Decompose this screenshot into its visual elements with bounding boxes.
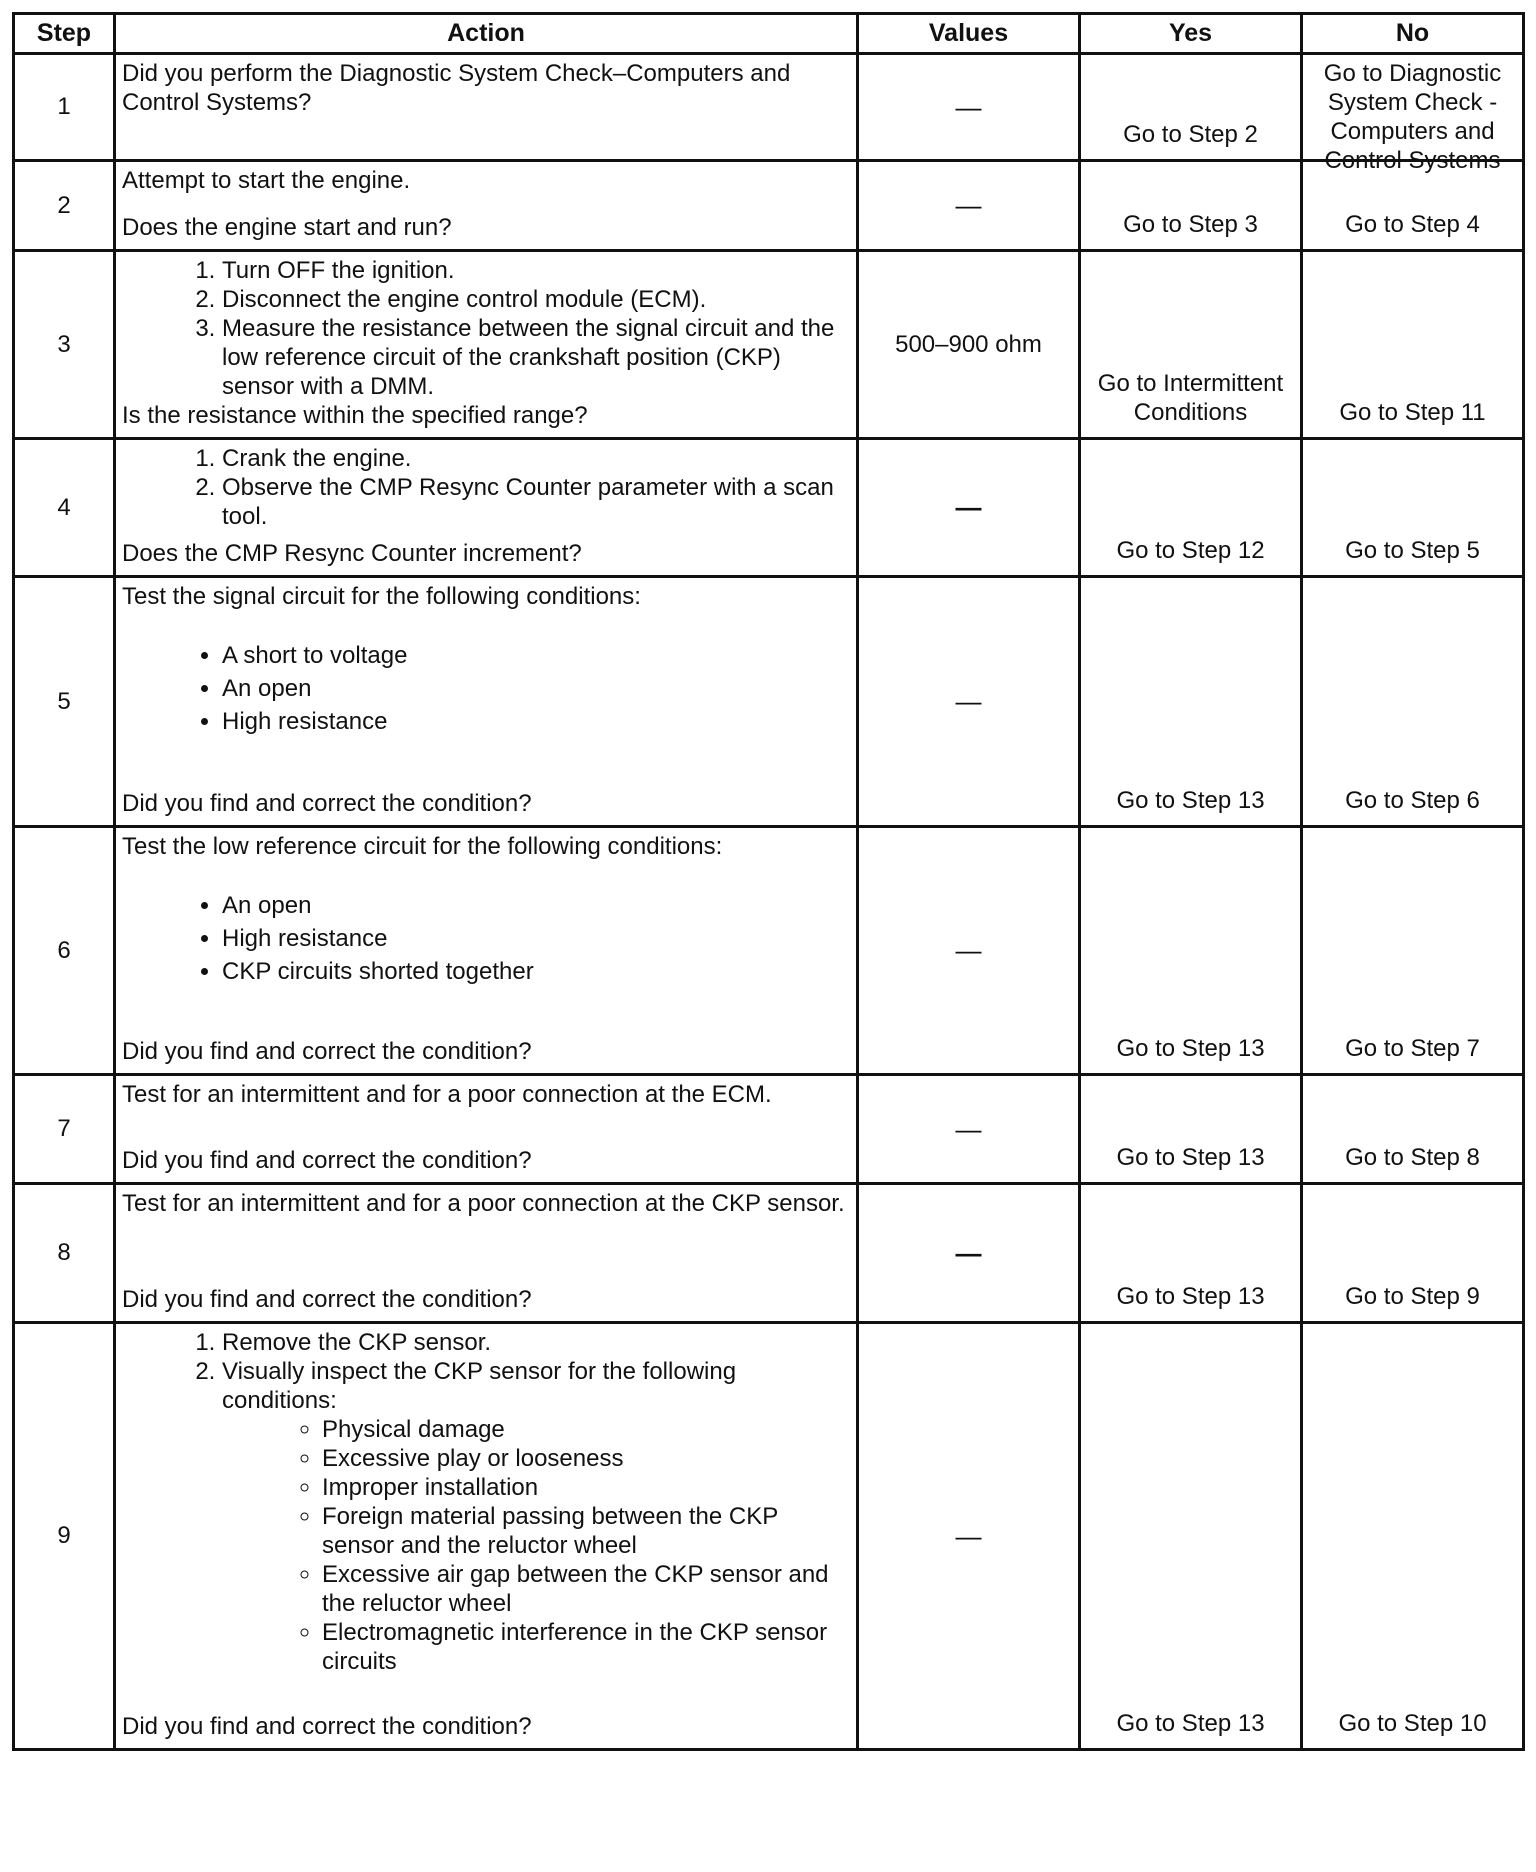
- yes-cell: [1080, 1323, 1302, 1750]
- action-cell: [115, 1184, 858, 1323]
- step-number: 7: [14, 1075, 115, 1184]
- table-row: [14, 827, 1524, 1075]
- action-question: Did you find and correct the condition?: [122, 1713, 532, 1740]
- list-item: 1. Turn OFF the ignition.: [222, 256, 850, 285]
- list-item: 1. Crank the engine.: [222, 444, 850, 473]
- yes-cell: [1080, 251, 1302, 439]
- header-action: Action: [115, 14, 858, 54]
- condition-list: [122, 639, 850, 738]
- values-cell: [858, 251, 1080, 439]
- table-row: [14, 1184, 1524, 1323]
- no-cell: [1302, 827, 1524, 1075]
- yes-link[interactable]: Go to Step 13: [1116, 1144, 1265, 1171]
- yes-cell: [1080, 439, 1302, 577]
- yes-cell: [1080, 161, 1302, 251]
- yes-link[interactable]: Go to Step 13: [1116, 1283, 1265, 1310]
- action-text: Attempt to start the engine.: [122, 167, 411, 194]
- step-number: 8: [14, 1184, 115, 1323]
- step-number: 9: [14, 1323, 115, 1750]
- no-link[interactable]: Go to Step 7: [1345, 1035, 1480, 1062]
- action-text: Did you perform the Diagnostic System Check–Computers and Control Systems?: [122, 60, 791, 116]
- header-no: No: [1302, 14, 1524, 54]
- table-row: [14, 54, 1524, 161]
- step-number: 4: [14, 439, 115, 577]
- yes-cell: [1080, 1075, 1302, 1184]
- header-values: Values: [858, 14, 1080, 54]
- list-item: 3. Measure the resistance between the signal circuit and the low reference circuit of the crankshaft position (CKP) sensor with a DMM.: [222, 314, 850, 401]
- value-text: —: [955, 1237, 982, 1268]
- action-question: Did you find and correct the condition?: [122, 1038, 532, 1065]
- no-cell: [1302, 1184, 1524, 1323]
- list-item: 1. Remove the CKP sensor.: [222, 1328, 850, 1357]
- table-row: [14, 251, 1524, 439]
- sub-list-item: ◦ Electromagnetic interference in the CKP sensor circuits: [322, 1618, 850, 1676]
- no-cell: [1302, 1323, 1524, 1750]
- action-question: Does the engine start and run?: [122, 214, 452, 241]
- list-item: • High resistance: [222, 922, 850, 955]
- list-item: • An open: [222, 889, 850, 922]
- table-row: [14, 1075, 1524, 1184]
- no-cell: [1302, 54, 1524, 174]
- value-text: —: [955, 91, 982, 122]
- sub-list-item: ◦ Physical damage: [322, 1415, 850, 1444]
- yes-cell: [1080, 54, 1302, 161]
- action-question: Did you find and correct the condition?: [122, 790, 532, 817]
- list-item-text: Visually inspect the CKP sensor for the following conditions:: [222, 1358, 737, 1414]
- no-link[interactable]: Go to Step 9: [1345, 1283, 1480, 1310]
- sub-list-item: ◦ Excessive air gap between the CKP sensor and the reluctor wheel: [322, 1560, 850, 1618]
- action-cell: [115, 827, 858, 1075]
- yes-cell: [1080, 577, 1302, 827]
- action-steps: [122, 256, 850, 401]
- value-text: —: [955, 686, 982, 716]
- action-text: Test for an intermittent and for a poor connection at the CKP sensor.: [122, 1190, 845, 1217]
- action-cell: [115, 1075, 858, 1184]
- values-cell: [858, 1184, 1080, 1323]
- action-cell: [115, 161, 858, 251]
- yes-link[interactable]: Go to Step 13: [1116, 787, 1265, 814]
- step-number: 2: [14, 161, 115, 251]
- table-row: [14, 439, 1524, 577]
- sub-list-item: ◦ Foreign material passing between the CKP sensor and the reluctor wheel: [322, 1502, 850, 1560]
- yes-cell: [1080, 827, 1302, 1075]
- value-text: —: [955, 1520, 982, 1551]
- header-yes: Yes: [1080, 14, 1302, 54]
- value-text: 500–900 ohm: [895, 330, 1042, 358]
- action-question: Did you find and correct the condition?: [122, 1147, 532, 1174]
- table-row: [14, 1323, 1524, 1750]
- no-link[interactable]: Go to Step 8: [1345, 1144, 1480, 1171]
- action-text: Test the signal circuit for the following conditions:: [122, 583, 641, 610]
- no-link[interactable]: Go to Step 11: [1339, 399, 1486, 426]
- condition-list: [122, 889, 850, 988]
- action-steps: [122, 1328, 850, 1676]
- list-item: 2. Observe the CMP Resync Counter parameter with a scan tool.: [222, 473, 850, 531]
- yes-cell: [1080, 1184, 1302, 1323]
- action-cell: [115, 54, 858, 161]
- yes-link[interactable]: Go to Intermittent Conditions: [1097, 370, 1284, 426]
- no-link[interactable]: Go to Step 4: [1345, 211, 1480, 238]
- no-link[interactable]: Go to Step 5: [1345, 537, 1480, 564]
- action-question: Does the CMP Resync Counter increment?: [122, 540, 582, 567]
- no-cell: [1302, 439, 1524, 577]
- yes-link[interactable]: Go to Step 2: [1123, 121, 1258, 148]
- list-item: • CKP circuits shorted together: [222, 955, 850, 988]
- action-cell: [115, 577, 858, 827]
- no-cell: [1302, 577, 1524, 827]
- values-cell: [858, 439, 1080, 577]
- action-cell: [115, 439, 858, 577]
- value-text: —: [955, 935, 982, 965]
- sub-condition-list: [222, 1415, 850, 1676]
- values-cell: [858, 1323, 1080, 1750]
- diagnostic-table: [12, 12, 1525, 1751]
- yes-link[interactable]: Go to Step 12: [1116, 537, 1265, 564]
- value-text: —: [955, 492, 982, 522]
- table-row: [14, 577, 1524, 827]
- list-item: • High resistance: [222, 705, 850, 738]
- no-link[interactable]: Go to Diagnostic System Check - Computers and Control Systems: [1323, 60, 1502, 174]
- sub-list-item: ◦ Excessive play or looseness: [322, 1444, 850, 1473]
- yes-link[interactable]: Go to Step 13: [1116, 1710, 1265, 1737]
- table-row: [14, 161, 1524, 251]
- values-cell: [858, 577, 1080, 827]
- action-steps: [122, 444, 850, 531]
- value-text: —: [955, 190, 982, 220]
- yes-link[interactable]: Go to Step 13: [1116, 1035, 1265, 1062]
- header-step: Step: [14, 14, 115, 54]
- list-item: 2. Disconnect the engine control module (ECM).: [222, 285, 850, 314]
- step-number: 1: [14, 54, 115, 161]
- sub-list-item: ◦ Improper installation: [322, 1473, 850, 1502]
- no-cell: [1302, 251, 1524, 439]
- action-text: Test the low reference circuit for the following conditions:: [122, 833, 723, 860]
- values-cell: [858, 827, 1080, 1075]
- action-question: Is the resistance within the specified range?: [122, 402, 588, 429]
- no-link[interactable]: Go to Step 6: [1345, 787, 1480, 814]
- values-cell: [858, 1075, 1080, 1184]
- values-cell: [858, 161, 1080, 251]
- yes-link[interactable]: Go to Step 3: [1123, 211, 1258, 238]
- action-cell: [115, 251, 858, 439]
- no-link[interactable]: Go to Step 10: [1338, 1710, 1487, 1737]
- step-number: 6: [14, 827, 115, 1075]
- values-cell: [858, 54, 1080, 161]
- step-number: 3: [14, 251, 115, 439]
- value-text: —: [955, 1113, 982, 1144]
- step-number: 5: [14, 577, 115, 827]
- action-cell: [115, 1323, 858, 1750]
- list-item: • An open: [222, 672, 850, 705]
- header-row: [14, 14, 1524, 54]
- action-question: Did you find and correct the condition?: [122, 1286, 532, 1313]
- action-text: Test for an intermittent and for a poor connection at the ECM.: [122, 1081, 772, 1108]
- no-cell: [1302, 1075, 1524, 1184]
- list-item: • A short to voltage: [222, 639, 850, 672]
- list-item: [222, 1357, 850, 1676]
